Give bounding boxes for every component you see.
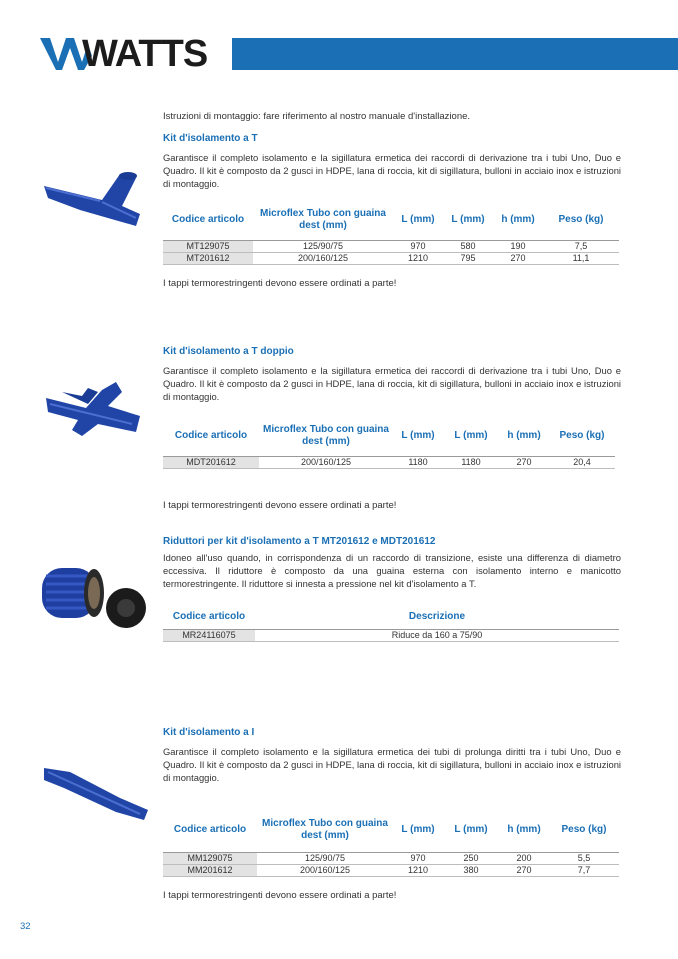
section-description: Garantisce il completo isolamento e la sigillatura ermetica dei tubi di prolunga diritti tra i tubi Uno, Duo e Quadro. Il kit è composto da 2 gusci in HDPE, lana di roccia, kit di sigillatura, bulloni in acciaio inox e istruzioni di montaggio. <box>163 746 621 783</box>
col-header: L (mm) <box>401 429 435 441</box>
col-header: Microflex Tubo con guaina dest (mm) <box>262 817 388 841</box>
cell: MM201612 <box>163 864 257 876</box>
cell: 125/90/75 <box>257 852 393 864</box>
straight-kit-image <box>40 758 152 824</box>
cell: 380 <box>443 864 499 876</box>
section-reducers <box>163 536 621 590</box>
cell: 270 <box>499 864 549 876</box>
page-number: 32 <box>20 921 31 932</box>
cell: MM129075 <box>163 852 257 864</box>
cell: 5,5 <box>549 852 619 864</box>
table-kit-t <box>163 200 619 265</box>
cell: 11,1 <box>543 252 619 264</box>
table-row <box>163 864 619 876</box>
watts-logo: WATTS <box>82 33 208 75</box>
cell: 270 <box>493 252 543 264</box>
cell: 190 <box>493 240 543 252</box>
cell: MDT201612 <box>163 456 259 468</box>
cell: 970 <box>393 852 443 864</box>
cell: 795 <box>443 252 493 264</box>
table-kit-t-double <box>163 416 615 469</box>
col-header: h (mm) <box>507 429 541 441</box>
table-kit-i <box>163 808 619 877</box>
col-header: Peso (kg) <box>559 429 605 441</box>
col-header: h (mm) <box>507 823 541 835</box>
section-description: Idoneo all'uso quando, in corrispondenza di un raccordo di transizione, esiste una differenza di diametro eccessiva. Il riduttore è composto da una guaina esterna con isolamento interno e manicotto termorestringente. Il riduttore si innesta a pressione nel kit d'isolamento a T. <box>163 552 621 589</box>
col-header: Codice articolo <box>171 213 245 225</box>
table-reducers <box>163 605 619 642</box>
col-header: Microflex Tubo con guaina dest (mm) <box>260 207 386 231</box>
section-description: Garantisce il completo isolamento e la sigillatura ermetica dei raccordi di derivazione tra i tubi Uno, Duo e Quadro. Il kit è composto da 2 gusci in HDPE, lana di roccia, kit di sigillatura, bulloni in acciaio inox e istruzioni di montaggio. <box>163 365 621 402</box>
note: I tappi termorestringenti devono essere ordinati a parte! <box>163 500 397 511</box>
cell: 580 <box>443 240 493 252</box>
section-kit-i <box>163 727 621 784</box>
cell: 250 <box>443 852 499 864</box>
cell: 200/160/125 <box>253 252 393 264</box>
section-title: Kit d'isolamento a T <box>163 133 258 144</box>
section-description: Garantisce il completo isolamento e la sigillatura ermetica dei raccordi di derivazione tra i tubi Uno, Duo e Quadro. Il kit è composto da 2 gusci in HDPE, lana di roccia, kit di sigillatura, bulloni in acciaio inox e istruzioni di montaggio. <box>163 152 621 189</box>
col-header: L (mm) <box>454 429 488 441</box>
note: I tappi termorestringenti devono essere ordinati a parte! <box>163 890 397 901</box>
cell: MT201612 <box>163 252 253 264</box>
cell: 270 <box>499 456 549 468</box>
cell: 200/160/125 <box>259 456 393 468</box>
table-row <box>163 252 619 264</box>
col-header: Codice articolo <box>172 610 246 622</box>
col-header: L (mm) <box>451 213 485 225</box>
section-title: Kit d'isolamento a I <box>163 727 255 738</box>
double-tee-kit-image <box>42 378 144 446</box>
col-header: L (mm) <box>401 213 435 225</box>
cell: 7,7 <box>549 864 619 876</box>
section-kit-t-double <box>163 346 621 403</box>
cell: 1210 <box>393 864 443 876</box>
cell: 125/90/75 <box>253 240 393 252</box>
cell: 970 <box>393 240 443 252</box>
cell: Riduce da 160 a 75/90 <box>255 629 619 641</box>
col-header: Microflex Tubo con guaina dest (mm) <box>263 423 389 447</box>
table-row <box>163 852 619 864</box>
cell: MR24116075 <box>163 629 255 641</box>
cell: 7,5 <box>543 240 619 252</box>
col-header: Peso (kg) <box>561 823 607 835</box>
cell: 200/160/125 <box>257 864 393 876</box>
col-header: Codice articolo <box>173 823 247 835</box>
col-header: Peso (kg) <box>558 213 604 225</box>
col-header: Codice articolo <box>174 429 248 441</box>
reducer-image <box>36 556 150 634</box>
cell: 1180 <box>393 456 443 468</box>
cell: 200 <box>499 852 549 864</box>
note: I tappi termorestringenti devono essere ordinati a parte! <box>163 278 397 289</box>
header-band <box>232 38 678 70</box>
tee-kit-image <box>40 168 145 233</box>
table-row <box>163 456 615 468</box>
cell: 20,4 <box>549 456 615 468</box>
section-title: Kit d'isolamento a T doppio <box>163 346 294 357</box>
section-title: Riduttori per kit d'isolamento a T MT201612 e MDT201612 <box>163 536 436 547</box>
cell: 1180 <box>443 456 499 468</box>
col-header: L (mm) <box>401 823 435 835</box>
col-header: Descrizione <box>408 610 466 622</box>
table-row <box>163 240 619 252</box>
cell: MT129075 <box>163 240 253 252</box>
section-kit-t <box>163 133 621 190</box>
col-header: h (mm) <box>501 213 535 225</box>
table-row <box>163 629 619 641</box>
col-header: L (mm) <box>454 823 488 835</box>
cell: 1210 <box>393 252 443 264</box>
intro-text: Istruzioni di montaggio: fare riferimento al nostro manuale d'installazione. <box>163 111 471 122</box>
